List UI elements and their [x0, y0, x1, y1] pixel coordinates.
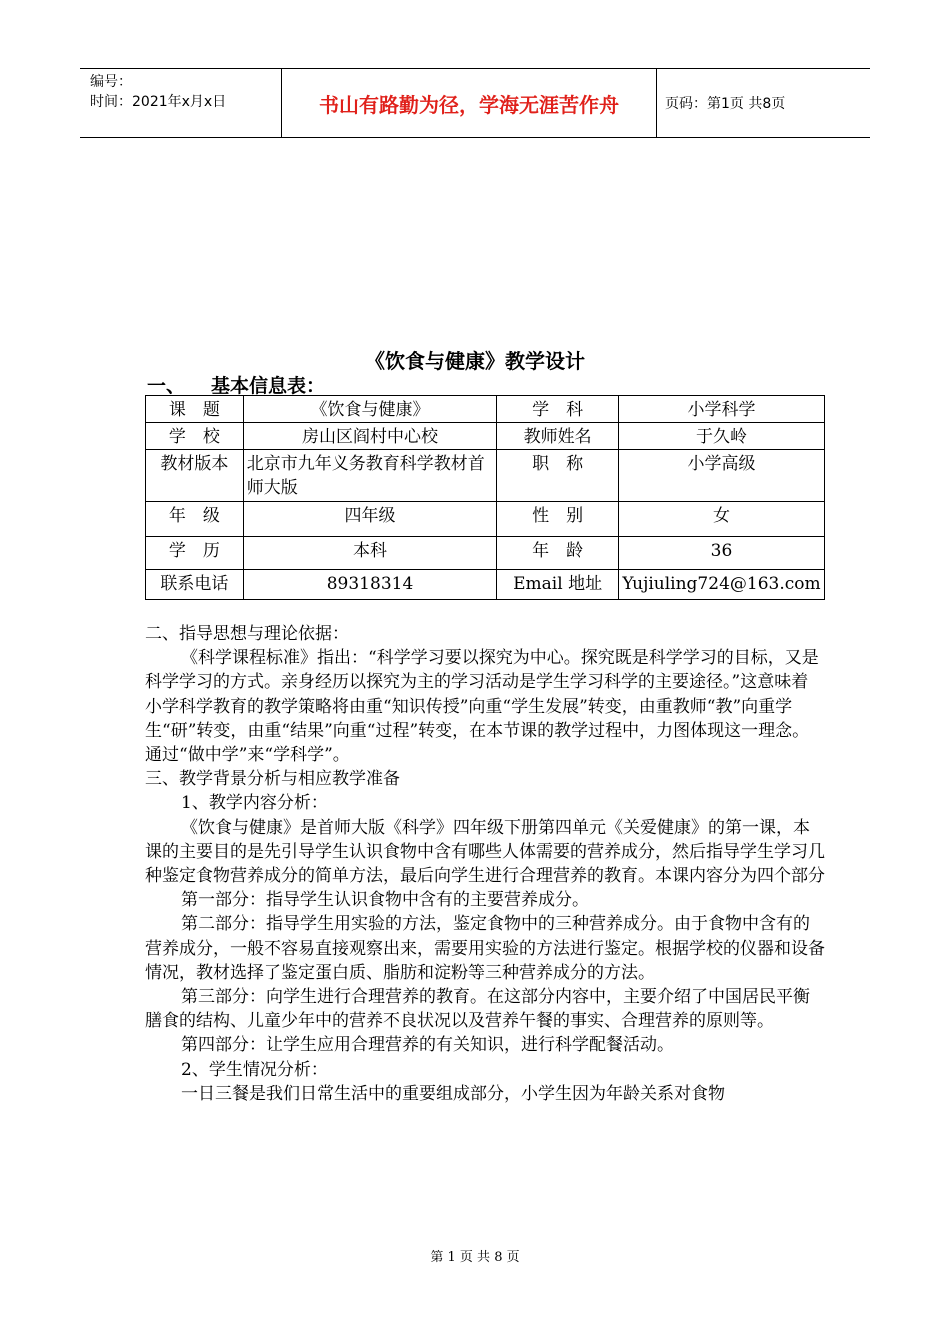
table-cell: 学 校 — [146, 423, 244, 450]
table-cell: 36 — [618, 537, 824, 570]
header-motto: 书山有路勤为径，学海无涯苦作舟 — [282, 69, 657, 137]
subsection-heading: 1、教学内容分析： — [181, 793, 328, 814]
table-cell: 课 题 — [146, 396, 244, 423]
paragraph: 《饮食与健康》是首师大版《科学》四年级下册第四单元《关爱健康》的第一课，本课的主要目的是先引导学生认识食物中含有哪些人体需要的营养成分，然后指导学生学习几种鉴定食物营养成分的简单方法，最后向学生进行合理营养的教育。本课内容分为四个部分 — [145, 817, 825, 887]
header-meta — [80, 69, 282, 137]
table-cell: 本科 — [243, 537, 496, 570]
paragraph: 第一部分：指导学生认识食物中含有的主要营养成分。 — [181, 890, 589, 911]
table-row — [146, 502, 825, 537]
table-cell: 年 龄 — [497, 537, 619, 570]
table-cell: 联系电话 — [146, 570, 244, 600]
page-header — [80, 68, 870, 138]
table-cell: Yujiuling724@163.com — [618, 570, 824, 600]
date-label: 时间：2021年x月x日 — [90, 94, 227, 110]
number-label: 编号： — [90, 74, 132, 90]
table-cell: 教师姓名 — [497, 423, 619, 450]
subsection-heading: 2、学生情况分析： — [181, 1059, 328, 1080]
section-number: 一、 — [147, 375, 186, 397]
table-row — [146, 570, 825, 600]
table-cell: 学 历 — [146, 537, 244, 570]
table-row — [146, 396, 825, 423]
table-cell: Email 地址 — [497, 570, 619, 600]
table-row — [146, 423, 825, 450]
table-cell: 年 级 — [146, 502, 244, 537]
table-cell: 性 别 — [497, 502, 619, 537]
table-row — [146, 450, 825, 502]
section-heading — [147, 371, 325, 398]
table-cell: 女 — [618, 502, 824, 537]
page-footer: 第 1 页 共 8 页 — [430, 1250, 520, 1265]
paragraph: 第三部分：向学生进行合理营养的教育。在这部分内容中，主要介绍了中国居民平衡膳食的结构、儿童少年中的营养不良状况以及营养午餐的事实、合理营养的原则等。 — [145, 987, 810, 1032]
table-row — [146, 537, 825, 570]
header-page-info: 页码：第1页 共8页 — [665, 96, 786, 112]
table-cell: 房山区阎村中心校 — [243, 423, 496, 450]
table-cell: 于久岭 — [618, 423, 824, 450]
document-title: 《饮食与健康》教学设计 — [365, 349, 585, 373]
table-cell: 《饮食与健康》 — [243, 396, 496, 423]
table-cell: 89318314 — [243, 570, 496, 600]
table-cell: 学 科 — [497, 396, 619, 423]
table-cell: 职 称 — [497, 450, 619, 502]
body-text — [145, 622, 825, 1106]
table-cell: 教材版本 — [146, 450, 244, 502]
table-cell: 小学科学 — [618, 396, 824, 423]
section-heading: 二、指导思想与理论依据： — [145, 624, 349, 644]
table-cell: 四年级 — [243, 502, 496, 537]
paragraph: 一日三餐是我们日常生活中的重要组成部分，小学生因为年龄关系对食物 — [181, 1083, 725, 1104]
paragraph: 《科学课程标准》指出：“科学学习要以探究为中心。探究既是科学学习的目标，又是科学学习的方式。亲身经历以探究为主的学习活动是学生学习科学的主要途径。”这意味着小学科学教育的教学策略将由重“知识传授”向重“学生发展”转变，由重教师“教”向重学生“研”转变，由重“结果”向重“过程”转变，在本节课的教学过程中，力图体现这一理念。通过“做中学”来“学科学”。 — [145, 648, 819, 766]
paragraph: 第四部分：让学生应用合理营养的有关知识，进行科学配餐活动。 — [181, 1035, 674, 1056]
section-heading: 三、教学背景分析与相应教学准备 — [145, 769, 400, 790]
info-table — [145, 395, 825, 600]
section-title: 基本信息表： — [211, 375, 326, 397]
table-cell: 小学高级 — [618, 450, 824, 502]
table-cell: 北京市九年义务教育科学教材首师大版 — [243, 450, 496, 502]
paragraph: 第二部分：指导学生用实验的方法，鉴定食物中的三种营养成分。由于食物中含有的营养成分，一般不容易直接观察出来，需要用实验的方法进行鉴定。根据学校的仪器和设备情况，教材选择了鉴定蛋白质、脂肪和淀粉等三种营养成分的方法。 — [145, 914, 825, 983]
